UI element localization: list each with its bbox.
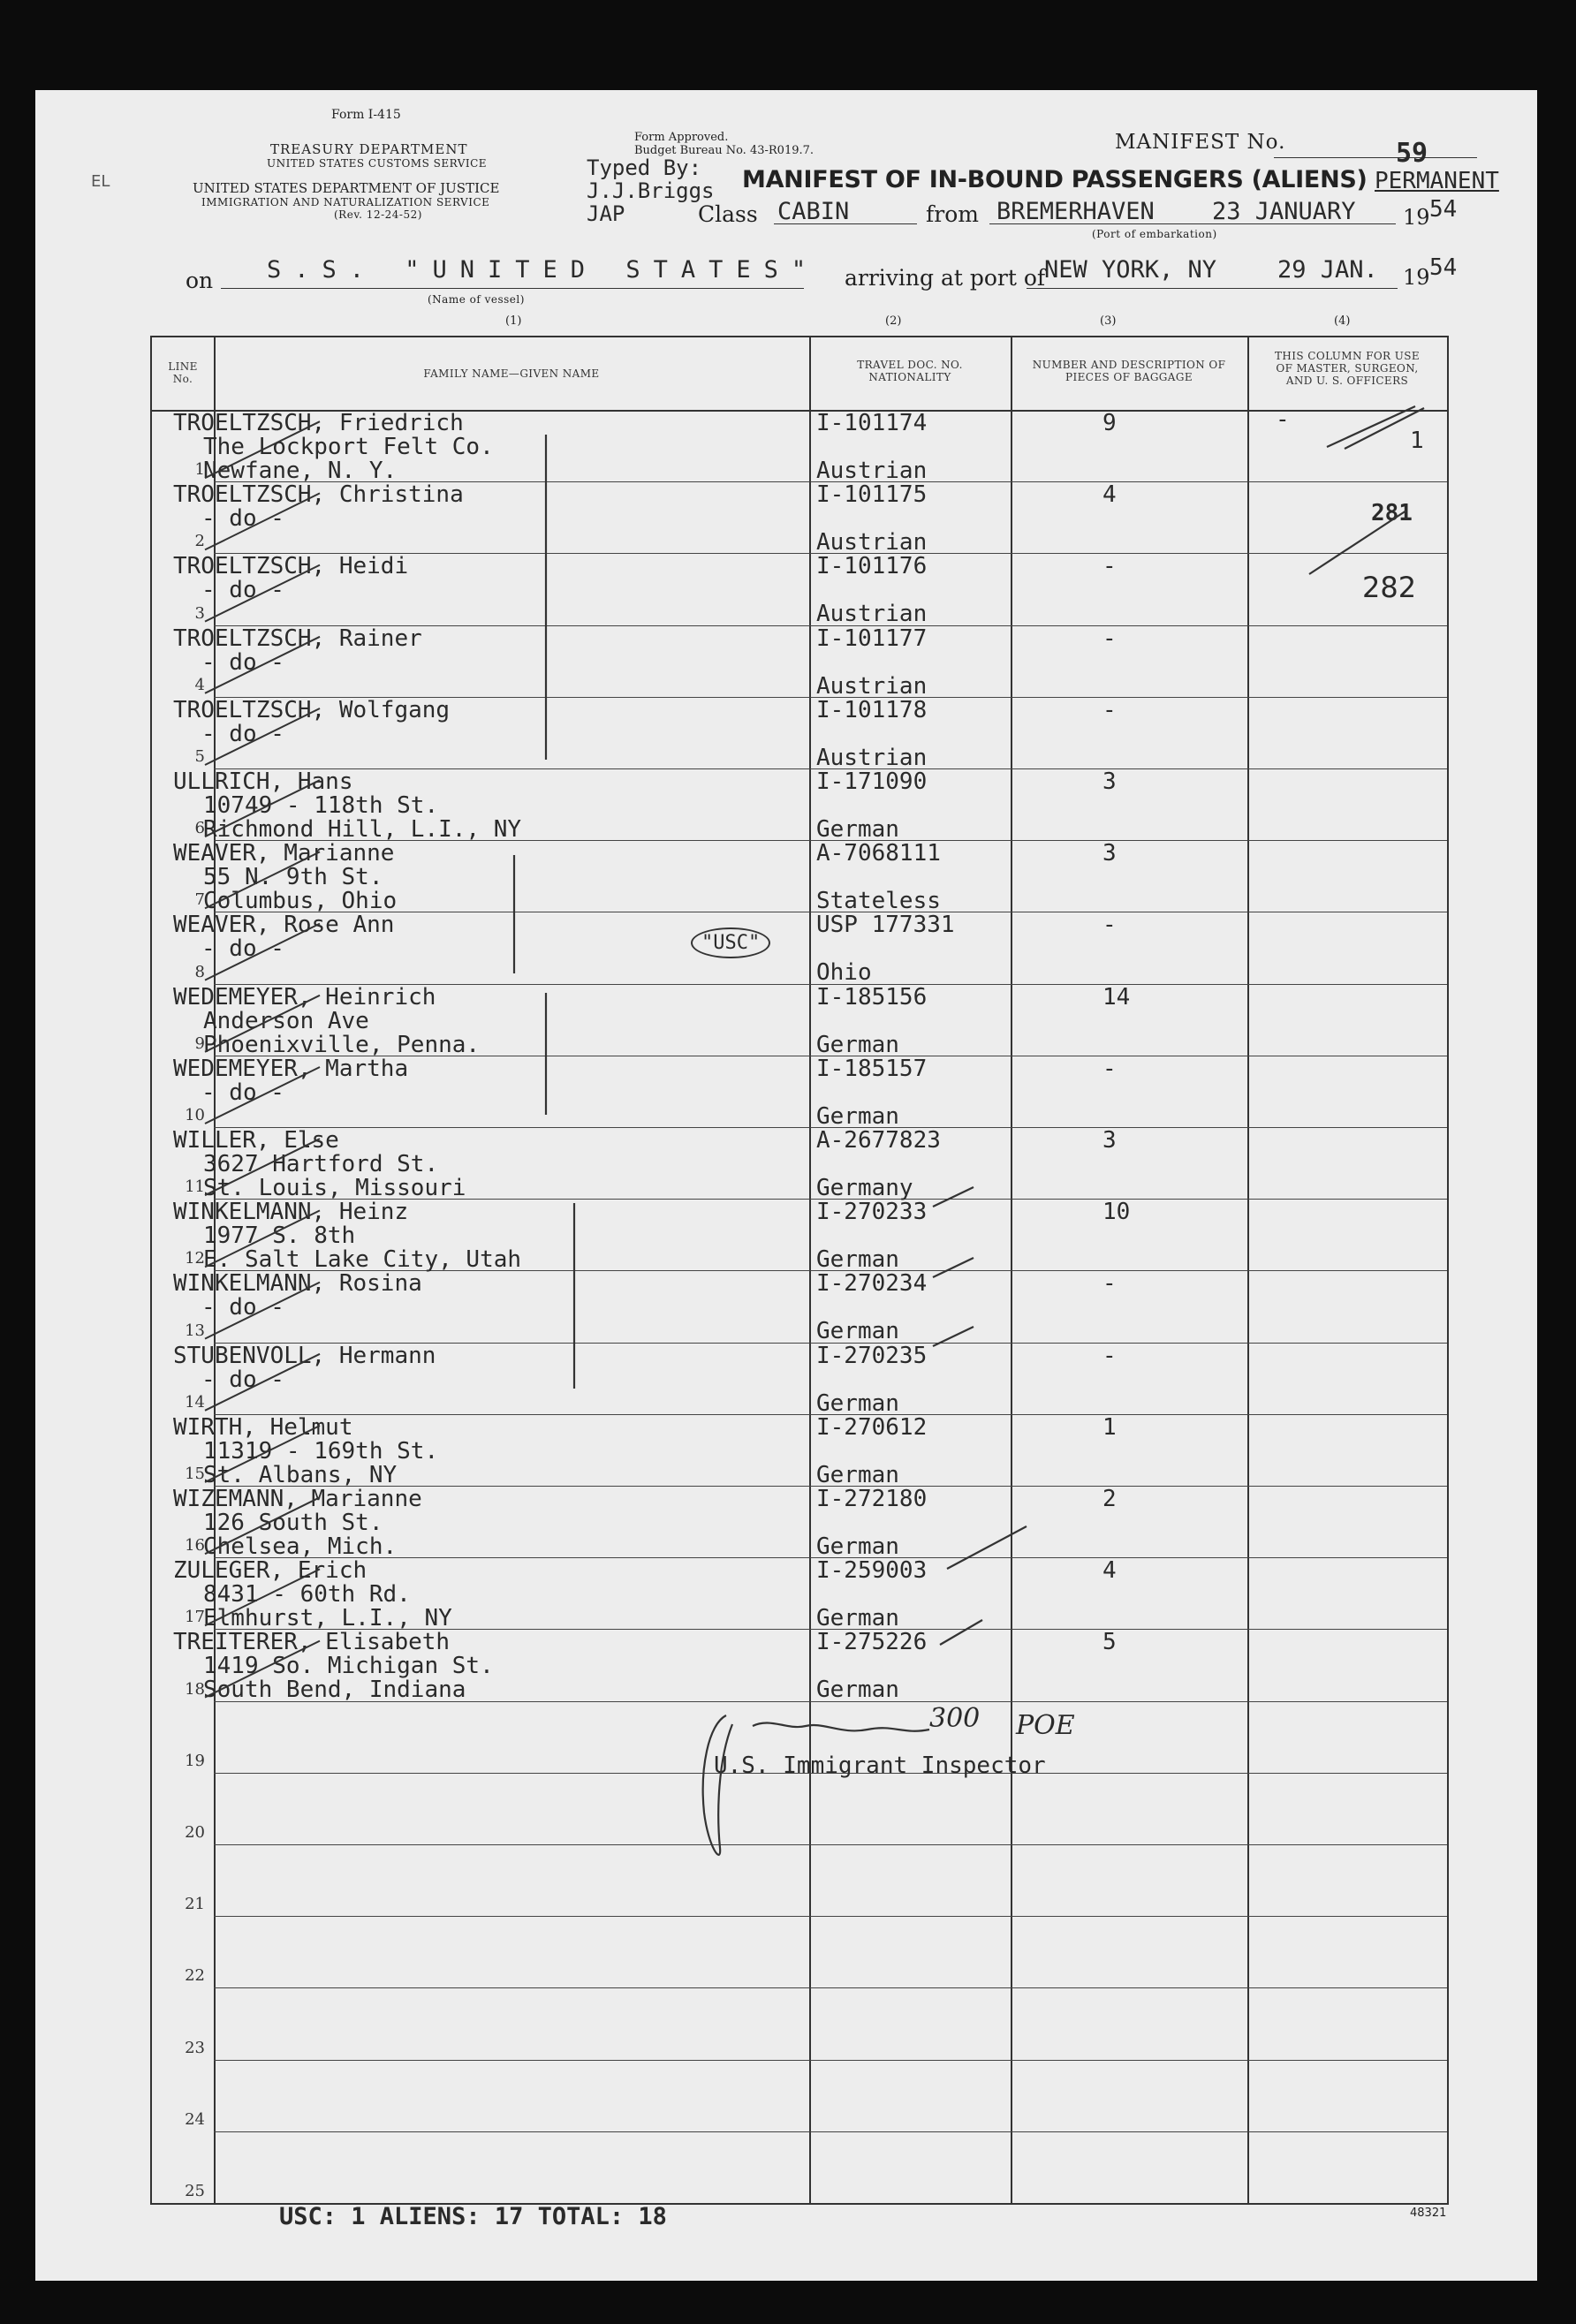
manifest-title: MANIFEST OF IN-BOUND PASSENGERS (ALIENS): [742, 166, 1368, 193]
arrival-year: 54: [1429, 254, 1458, 281]
passenger-name: TROELTZSCH, Heidi: [173, 553, 409, 580]
line-number: 10: [185, 1106, 205, 1124]
passenger-name: TROELTZSCH, Rainer: [173, 625, 422, 652]
passenger-address-1: - do -: [201, 1366, 284, 1393]
travel-doc-number: I-101174: [816, 410, 928, 436]
vessel-name: S.S. "UNITED STATES": [267, 256, 820, 284]
passenger-name: TROELTZSCH, Wolfgang: [173, 696, 451, 723]
typed-by-initials: JAP: [587, 201, 625, 226]
permanent-label: PERMANENT: [1375, 168, 1499, 194]
line-number: 13: [185, 1321, 205, 1340]
line-number: 11: [185, 1177, 205, 1197]
line-number: 1: [194, 460, 205, 480]
baggage-count: -: [1102, 625, 1117, 652]
nationality: German: [816, 1461, 899, 1488]
baggage-count: -: [1102, 1055, 1117, 1082]
passenger-name: WINKELMANN, Heinz: [173, 1199, 409, 1226]
passenger-address-1: 126 South St.: [203, 1510, 383, 1536]
travel-doc-number: I-270233: [816, 1199, 928, 1226]
officer-mark: 1: [1410, 428, 1424, 454]
baggage-count: 4: [1102, 481, 1117, 509]
line-number: 22: [185, 1966, 205, 1986]
officer-dash: -: [1276, 406, 1290, 433]
line-number: 21: [185, 1895, 205, 1914]
doc-header-line2: NATIONALITY: [868, 371, 951, 383]
travel-doc-number: USP 177331: [816, 912, 955, 939]
line-number: 15: [185, 1465, 205, 1483]
baggage-count: 3: [1102, 840, 1117, 867]
row-checkmark: [205, 1497, 320, 1554]
baggage-count: 4: [1102, 1557, 1117, 1585]
embark-year: 54: [1429, 196, 1458, 223]
line-number: 8: [194, 962, 205, 981]
nationality: German: [816, 1031, 899, 1058]
passenger-address-1: 55 N. 9th St.: [203, 864, 383, 891]
nationality: German: [816, 1389, 899, 1417]
baggage-count: -: [1102, 696, 1117, 723]
officers-header-line3: AND U. S. OFFICERS: [1285, 375, 1409, 387]
embark-year-prefix: 19: [1403, 205, 1430, 230]
travel-doc-number: I-272180: [816, 1486, 928, 1512]
baggage-count: 14: [1102, 983, 1131, 1011]
travel-doc-number: I-270234: [816, 1270, 928, 1298]
col1-number: (1): [505, 314, 522, 328]
typed-by-name: J.J.Briggs: [587, 178, 715, 203]
form-approved: Form Approved.: [634, 131, 729, 144]
passenger-table: [150, 336, 1449, 2205]
travel-doc-number: I-101176: [816, 553, 928, 580]
embark-port: BREMERHAVEN: [996, 198, 1155, 225]
manifest-no-label: MANIFEST No.: [1115, 131, 1286, 154]
class-value: CABIN: [777, 198, 850, 225]
passenger-name: WEDEMEYER, Martha: [173, 1055, 409, 1082]
passenger-address-1: - do -: [201, 935, 284, 963]
travel-doc-number: A-7068111: [816, 840, 941, 867]
arrival-date: 29 JAN.: [1277, 256, 1378, 284]
passenger-address-1: - do -: [201, 720, 284, 747]
mark-el: EL: [91, 172, 110, 191]
row-checkmark: [205, 421, 320, 478]
passenger-address-2: Phoenixville, Penna.: [203, 1031, 481, 1058]
row-checkmark: [205, 1426, 320, 1482]
row-checkmark: [205, 852, 320, 908]
travel-doc-number: I-270235: [816, 1342, 928, 1369]
baggage-count: -: [1102, 912, 1117, 939]
treasury-dept: TREASURY DEPARTMENT: [270, 141, 468, 157]
line-no-header-text: LINE No.: [168, 360, 198, 385]
col3-number: (3): [1100, 314, 1117, 328]
passenger-name: WEAVER, Marianne: [173, 840, 395, 867]
line-number: 18: [185, 1679, 205, 1699]
line-number: 5: [194, 747, 205, 766]
line-number: 20: [185, 1823, 205, 1842]
officers-header-line1: THIS COLUMN FOR USE: [1275, 350, 1420, 362]
nationality: German: [816, 1246, 899, 1274]
baggage-count: 10: [1102, 1199, 1131, 1226]
travel-doc-number: I-259003: [816, 1557, 928, 1585]
passenger-name: WEAVER, Rose Ann: [173, 912, 395, 939]
line-number: 4: [194, 675, 205, 694]
row-checkmarks: [152, 337, 1447, 2203]
row-checkmark: [205, 708, 320, 765]
baggage-count: 5: [1102, 1629, 1117, 1656]
passenger-address-1: 3627 Hartford St.: [203, 1151, 439, 1177]
baggage-count: -: [1102, 553, 1117, 580]
vessel-caption: (Name of vessel): [428, 293, 525, 306]
row-checkmark: [205, 780, 320, 836]
passenger-address-1: 8431 - 60th Rd.: [203, 1581, 411, 1609]
baggage-header-line2: PIECES OF BAGGAGE: [1065, 371, 1193, 383]
passenger-address-1: - do -: [201, 505, 284, 533]
justice-dept: UNITED STATES DEPARTMENT OF JUSTICE: [193, 180, 500, 196]
revision-date: (Rev. 12-24-52): [334, 208, 422, 221]
row-checkmark: [205, 1641, 320, 1698]
manifest-no-underline: [1274, 157, 1477, 158]
passenger-address-2: Richmond Hill, L.I., NY: [203, 816, 522, 843]
nationality: German: [816, 1677, 899, 1704]
baggage-count: -: [1102, 1342, 1117, 1369]
passenger-address-2: E. Salt Lake City, Utah: [203, 1246, 522, 1274]
row-checkmark: [205, 493, 320, 549]
travel-doc-number: I-275226: [816, 1629, 928, 1656]
row-checkmark: [205, 637, 320, 693]
passenger-address-2: Newfane, N. Y.: [203, 458, 398, 484]
nationality: Austrian: [816, 672, 928, 700]
nationality: Austrian: [816, 744, 928, 771]
officer-crossed-count: 281: [1371, 500, 1413, 526]
row-checkmark: [205, 1067, 320, 1124]
col2-number: (2): [885, 314, 902, 328]
ins-service: IMMIGRATION AND NATURALIZATION SERVICE: [201, 196, 490, 208]
passenger-name: TROELTZSCH, Christina: [173, 481, 464, 509]
line-number: 14: [185, 1392, 205, 1412]
signature-initials: POE: [1016, 1710, 1075, 1741]
passenger-address-1: 11319 - 169th St.: [203, 1437, 439, 1465]
passenger-name: WIZEMANN, Marianne: [173, 1486, 422, 1512]
row-checkmark: [205, 995, 320, 1052]
passenger-name: ULLRICH, Hans: [173, 768, 353, 795]
officers-header-line2: OF MASTER, SURGEON,: [1276, 362, 1419, 375]
from-label: from: [926, 201, 979, 227]
footer-code: 48321: [1410, 2207, 1447, 2220]
passenger-name: STUBENVOLL, Hermann: [173, 1342, 436, 1369]
row-checkmark: [205, 1139, 320, 1195]
form-number: Form I-415: [331, 108, 401, 122]
passenger-address-1: - do -: [201, 1079, 284, 1106]
passenger-address-1: The Lockport Felt Co.: [203, 434, 494, 460]
travel-doc-number: I-270612: [816, 1413, 928, 1441]
nationality: Ohio: [816, 959, 872, 987]
passenger-address-2: Chelsea, Mich.: [203, 1533, 398, 1560]
passenger-address-1: 1419 So. Michigan St.: [203, 1653, 494, 1680]
signature-suffix: 300: [929, 1703, 981, 1734]
nationality: German: [816, 1318, 899, 1345]
nationality: Austrian: [816, 458, 928, 484]
budget-bureau: Budget Bureau No. 43-R019.7.: [634, 144, 815, 157]
nationality: Austrian: [816, 529, 928, 556]
inspector-label: U.S. Immigrant Inspector: [714, 1752, 1046, 1779]
line-number: 7: [194, 890, 205, 910]
embark-date: 23 JANUARY: [1212, 198, 1356, 225]
baggage-count: 3: [1102, 1127, 1117, 1154]
passenger-address-2: St. Louis, Missouri: [203, 1175, 466, 1201]
line-number: 9: [194, 1033, 205, 1053]
nationality: German: [816, 1533, 899, 1560]
passenger-address-2: Elmhurst, L.I., NY: [203, 1605, 452, 1632]
travel-doc-number: I-101175: [816, 481, 928, 509]
nationality: Austrian: [816, 601, 928, 628]
name-header: FAMILY NAME—GIVEN NAME: [423, 367, 600, 380]
baggage-header-line1: NUMBER AND DESCRIPTION OF: [1032, 359, 1226, 371]
line-number: 25: [185, 2182, 205, 2200]
passenger-address-1: 1977 S. 8th: [203, 1223, 356, 1250]
baggage-count: 2: [1102, 1486, 1117, 1512]
passenger-address-1: - do -: [201, 648, 284, 676]
passenger-name: TROELTZSCH, Friedrich: [173, 410, 464, 436]
nationality: Germany: [816, 1175, 913, 1201]
nationality: German: [816, 1605, 899, 1632]
line-number: 16: [185, 1536, 205, 1556]
passenger-name: WEDEMEYER, Heinrich: [173, 983, 436, 1011]
line-number: 12: [185, 1249, 205, 1268]
travel-doc-number: I-185157: [816, 1055, 928, 1082]
usc-stamp: "USC": [691, 927, 770, 958]
passenger-name: WIRTH, Helmut: [173, 1413, 353, 1441]
passenger-name: WINKELMANN, Rosina: [173, 1270, 422, 1298]
passenger-address-1: - do -: [201, 1294, 284, 1321]
port-caption: (Port of embarkation): [1092, 228, 1217, 240]
col4-number: (4): [1334, 314, 1351, 328]
line-number: 24: [185, 2109, 205, 2129]
line-number: 6: [194, 819, 205, 838]
travel-doc-number: I-101177: [816, 625, 928, 652]
passenger-address-2: Columbus, Ohio: [203, 888, 398, 915]
arriving-label: arriving at port of: [845, 265, 1046, 291]
passenger-name: ZULEGER, Erich: [173, 1557, 367, 1585]
nationality: Stateless: [816, 888, 941, 915]
travel-doc-number: A-2677823: [816, 1127, 941, 1154]
baggage-count: -: [1102, 1270, 1117, 1298]
on-label: on: [186, 268, 214, 293]
row-checkmark: [205, 1210, 320, 1267]
row-checkmark: [205, 565, 320, 622]
class-label: Class: [698, 201, 758, 227]
manifest-no: 59: [1396, 138, 1428, 169]
travel-doc-number: I-185156: [816, 983, 928, 1011]
vessel-underline: [221, 288, 804, 289]
row-checkmark: [205, 924, 320, 980]
baggage-count: 1: [1102, 1413, 1117, 1441]
typed-by-label: Typed By:: [587, 155, 702, 180]
travel-doc-number: I-101178: [816, 696, 928, 723]
passenger-name: WILLER, Else: [173, 1127, 339, 1154]
passenger-address-1: Anderson Ave: [203, 1007, 369, 1034]
passenger-address-1: - do -: [201, 577, 284, 604]
row-checkmark: [205, 1354, 320, 1411]
nationality: German: [816, 816, 899, 843]
row-checkmark: [205, 1569, 320, 1625]
passenger-address-2: St. Albans, NY: [203, 1461, 398, 1488]
line-number: 19: [185, 1751, 205, 1770]
arrival-year-prefix: 19: [1403, 265, 1430, 290]
travel-doc-number: I-171090: [816, 768, 928, 795]
line-number: 17: [185, 1608, 205, 1627]
line-number: 2: [194, 532, 205, 551]
nationality: German: [816, 1102, 899, 1130]
baggage-count: 9: [1102, 410, 1117, 436]
passenger-name: TREITERER, Elisabeth: [173, 1629, 451, 1656]
officer-total-count: 282: [1362, 571, 1417, 604]
doc-header-line1: TRAVEL DOC. NO.: [857, 359, 963, 371]
line-number: 23: [185, 2038, 205, 2057]
arrival-underline: [1027, 288, 1398, 289]
customs-service: UNITED STATES CUSTOMS SERVICE: [267, 157, 488, 170]
passenger-address-2: South Bend, Indiana: [203, 1677, 466, 1704]
row-checkmark: [205, 1283, 320, 1339]
passenger-address-1: 10749 - 118th St.: [203, 792, 439, 819]
line-number: 3: [194, 603, 205, 623]
arrival-port: NEW YORK, NY: [1044, 256, 1217, 284]
footer-summary: USC: 1 ALIENS: 17 TOTAL: 18: [279, 2203, 667, 2230]
baggage-count: 3: [1102, 768, 1117, 795]
